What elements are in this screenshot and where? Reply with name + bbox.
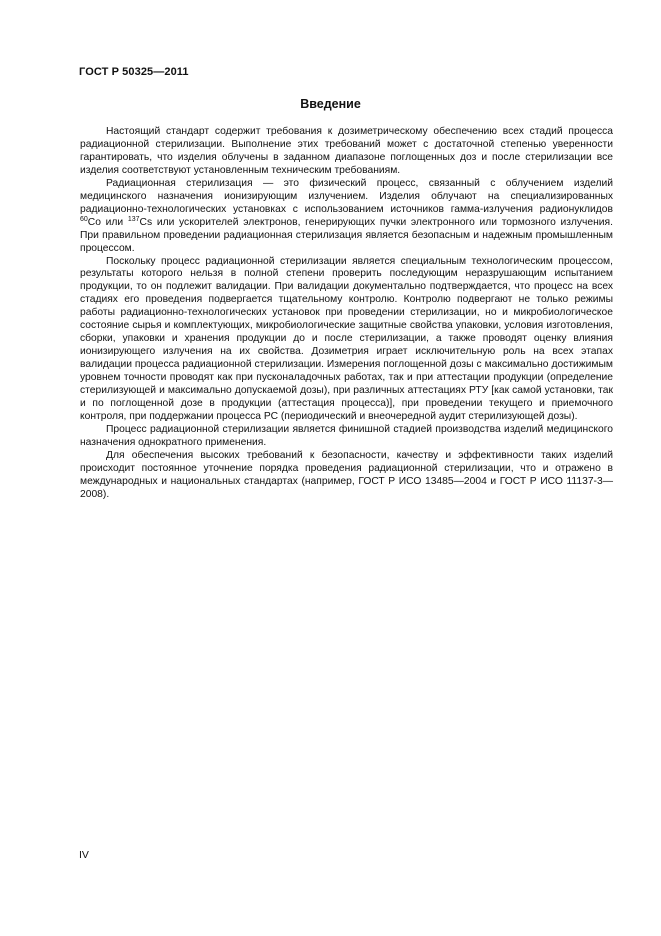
paragraph-3: Поскольку процесс радиационной стерилизации является специальным технологическим процессом, результаты которого нельзя в полной степени проверить последующим неразрушающим испытанием продукции, то он подлежит валидации. При валидации документально подтверждается, что процесс на всех стадиях его проведения подвергается тщательному контролю. Контролю подвергают не только режимы работы радиационно-технологических установок при проведении стерилизации, но и микробиологическое состояние сырья и комплектующих, микробиологические защитные свойства упаковки, условия изготовления, сборки, упаковки и хранения продукции до и после стерилизации, а также проводят оценку влияния ионизирующего излучения на их свойства. Дозиметрия играет исключительную роль на всех этапах валидации процесса радиационной стерилизации. Измерения поглощенной дозы с максимально достижимым уровнем точности проводят как при пусконаладочных работах, так и при аттестации продукции (определение стерилизующей и максимально допускаемой дозы), при различных аттестациях РТУ [как самой установки, так и по поглощенной дозе в продукции (аттестация процесса)], при проведении текущего и приемочного контроля, при поддержании процесса РС (периодический и внеочередной аудит стерилизующей дозы).	[80, 255, 613, 422]
paragraph-1: Настоящий стандарт содержит требования к дозиметрическому обеспечению всех стадий процесса радиационной стерилизации. Выполнение этих требований может с достаточной степенью уверенности гарантировать, что изделия облучены в заданном диапазоне поглощенных доз и после стерилизации все изделия соответствуют установленным техническим требованиям.	[80, 126, 613, 176]
section-title: Введение	[300, 97, 361, 111]
paragraph-2	[80, 178, 613, 256]
isotope-mass-cobalt: 60	[80, 215, 88, 223]
document-code: ГОСТ Р 50325—2011	[79, 66, 189, 78]
isotope-symbol-cobalt: Co	[87, 216, 101, 228]
isotope-symbol-cesium: Cs	[139, 216, 153, 228]
isotope-mass-cesium: 137	[127, 215, 140, 223]
page-number: IV	[79, 849, 89, 861]
paragraph-2-text-c: или ускорителей электронов, генерирующих пучки электронного или тормозного излучения. При правильном проведении радиационная стерилизация является безопасным и надежным промышленным процессом.	[80, 216, 613, 254]
introduction-body	[80, 126, 613, 502]
paragraph-4: Процесс радиационной стерилизации является финишной стадией производства изделий медицинского назначения однократного применения.	[80, 423, 613, 448]
paragraph-2-text-b: или	[100, 216, 128, 228]
paragraph-5: Для обеспечения высоких требований к безопасности, качеству и эффективности таких изделий происходит постоянное уточнение порядка проведения радиационной стерилизации, что и отражено в международных и национальных стандартах (например, ГОСТ Р ИСО 13485—2004 и ГОСТ Р ИСО 11137-3—2008).	[80, 449, 613, 500]
paragraph-2-text-a: Радиационная стерилизация — это физический процесс, связанный с облучением изделий медицинского назначения ионизирующим излучением. Изделия облучают на специализированных радиационно-технологических установках с использованием источников гамма-излучения радионуклидов	[80, 177, 613, 215]
